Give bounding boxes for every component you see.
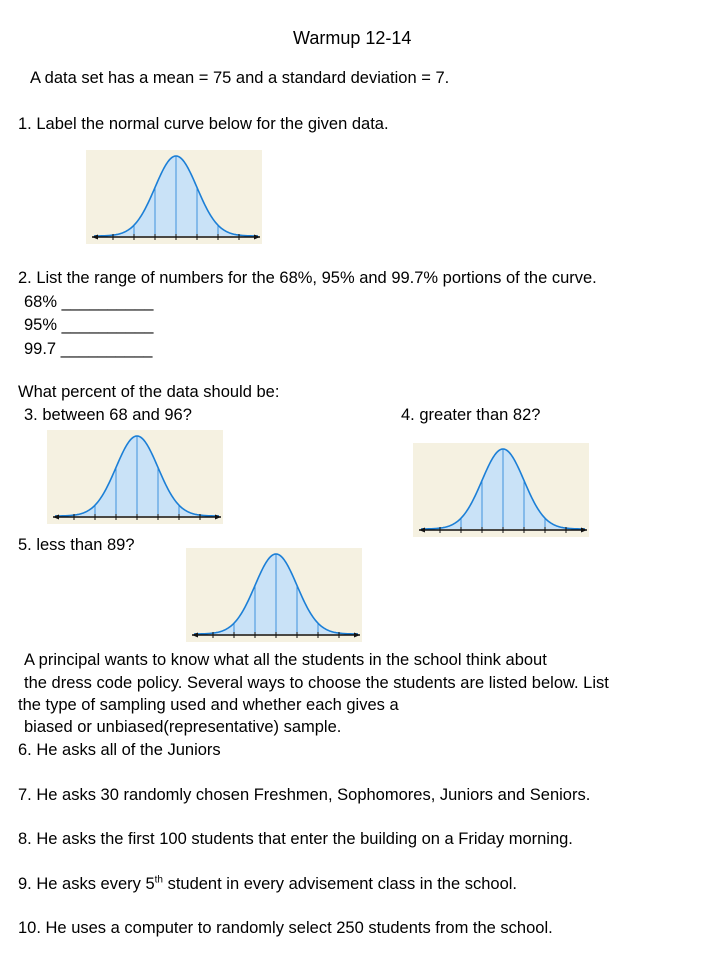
- question-8: 8. He asks the first 100 students that enter the building on a Friday morning.: [18, 830, 573, 848]
- normal-curve-5: [186, 548, 362, 642]
- question-9: [18, 874, 517, 894]
- blank-68: 68% __________: [24, 293, 154, 311]
- question-3: 3. between 68 and 96?: [24, 406, 192, 424]
- question-1: 1. Label the normal curve below for the given data.: [18, 115, 389, 133]
- scenario-line-2: the dress code policy. Several ways to choose the students are listed below. List: [24, 674, 609, 692]
- question-2: 2. List the range of numbers for the 68%, 95% and 99.7% portions of the curve.: [18, 269, 597, 287]
- normal-curve-graphic: [186, 548, 362, 642]
- scenario-line-4: biased or unbiased(representative) sample.: [24, 718, 342, 736]
- question-9-start: 9. He asks every 5: [18, 875, 155, 893]
- percent-prompt: What percent of the data should be:: [18, 383, 280, 401]
- normal-curve-graphic: [47, 430, 223, 524]
- intro-text: A data set has a mean = 75 and a standard deviation = 7.: [30, 69, 450, 87]
- question-10: 10. He uses a computer to randomly select 250 students from the school.: [18, 919, 553, 937]
- blank-95: 95% __________: [24, 316, 154, 334]
- normal-curve-graphic: [86, 150, 262, 244]
- question-9-end: student in every advisement class in the school.: [162, 875, 518, 893]
- normal-curve-1: [86, 150, 262, 244]
- page-title: Warmup 12-14: [293, 28, 412, 48]
- blank-997: 99.7 __________: [24, 340, 153, 358]
- question-7: 7. He asks 30 randomly chosen Freshmen, Sophomores, Juniors and Seniors.: [18, 786, 591, 804]
- normal-curve-graphic: [413, 443, 589, 537]
- question-6: 6. He asks all of the Juniors: [18, 741, 221, 759]
- normal-curve-3: [47, 430, 223, 524]
- scenario-line-3: the type of sampling used and whether each gives a: [18, 696, 399, 714]
- question-4: 4. greater than 82?: [401, 406, 541, 424]
- scenario-line-1: A principal wants to know what all the students in the school think about: [24, 651, 547, 669]
- question-5: 5. less than 89?: [18, 536, 135, 554]
- normal-curve-4: [413, 443, 589, 537]
- question-9-ordinal: th: [154, 874, 163, 886]
